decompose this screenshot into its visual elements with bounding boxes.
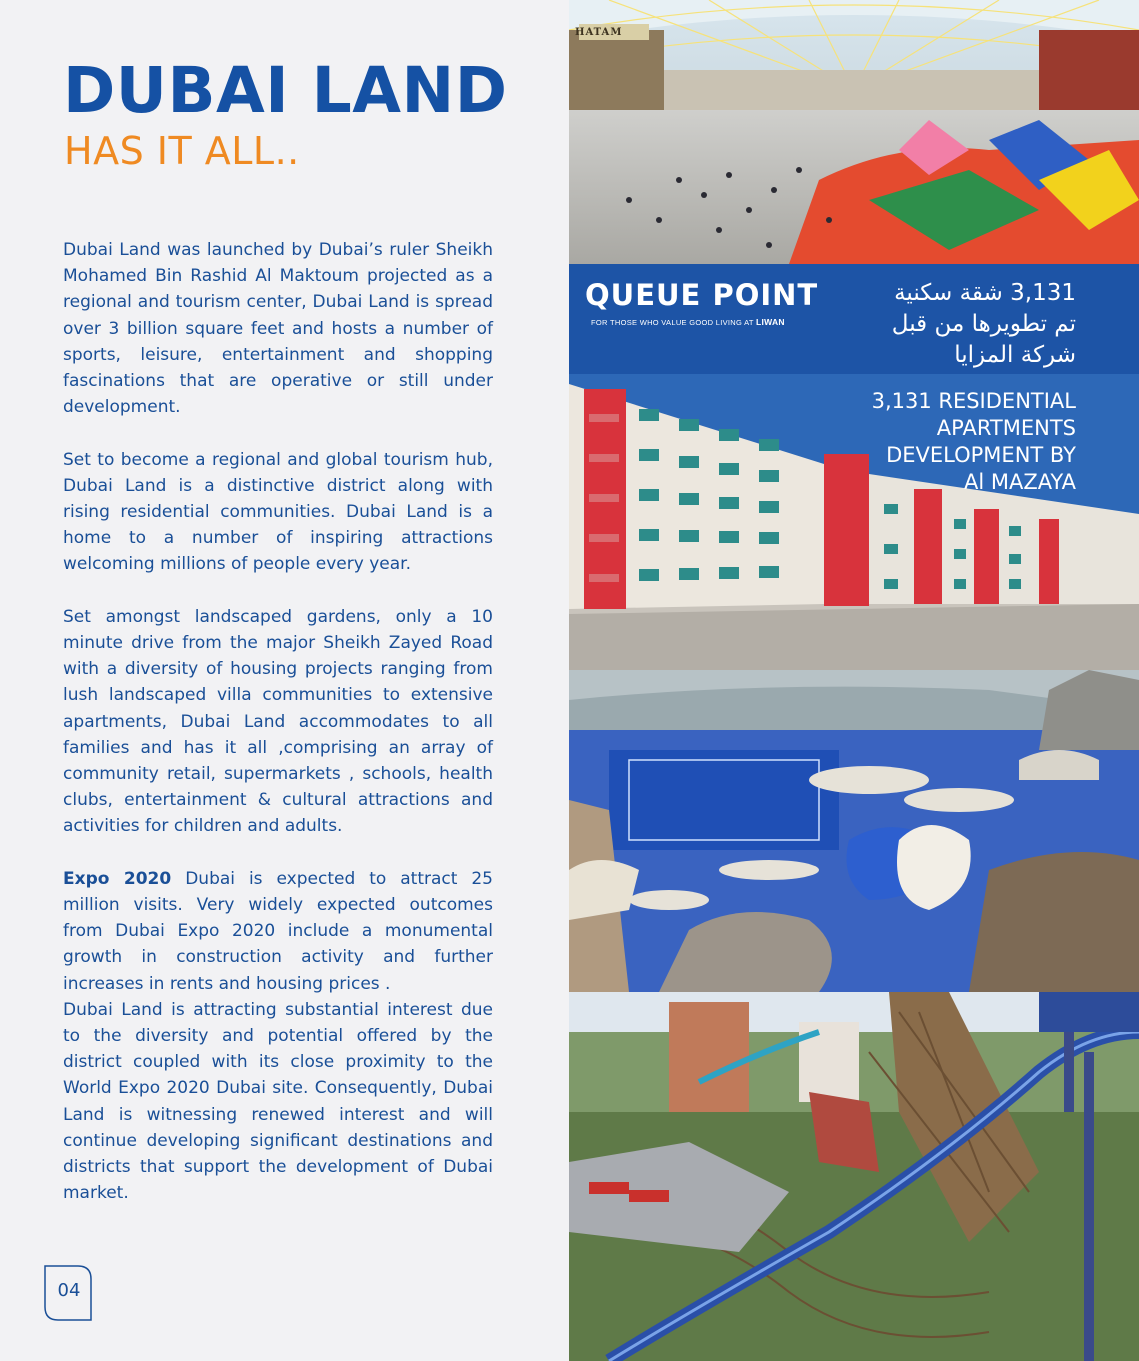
page-title: DUBAI LAND [63, 54, 508, 127]
tagline-text: FOR THOSE WHO VALUE GOOD LIVING AT [591, 318, 756, 327]
paragraph-landscaped: Set amongst landscaped gardens, only a 10 minute drive from the major Sheikh Zayed Road with a diversity of housing projects ranging from lush landscaped villa communities to extensive apartments, Dubai Land accommodates to all families and has it all ,comprising an array of community retail, supermarkets , schools, health clubs, entertainment & cultural attractions and activities for children and adults. [63, 606, 493, 837]
queue-point-tagline [591, 317, 785, 327]
arabic-caption: 3,131 شقة سكنية تم تطويرها من قبل شركة المزايا [891, 280, 1076, 368]
mall-sign-text: HATAM [575, 27, 623, 38]
water-park-photo [569, 670, 1139, 992]
english-caption: 3,131 RESIDENTIAL APARTMENTS DEVELOPMENT BY Al MAZAYA [871, 389, 1076, 494]
page-number: 04 [57, 1280, 81, 1301]
queue-point-logo: QUEUE POINT [585, 278, 819, 312]
paragraph-expo [63, 866, 493, 997]
text-panel [0, 0, 569, 1361]
roller-coaster-photo [569, 992, 1139, 1361]
paragraph-tourism-hub: Set to become a regional and global tourism hub, Dubai Land is a distinctive district along with rising residential communities. Dubai Land is a home to a number of inspiring attractions welcoming millions of people every year. [63, 449, 493, 575]
paragraph-interest: Dubai Land is attracting substantial interest due to the diversity and potential offered by the district coupled with its close proximity to the World Expo 2020 Dubai site. Consequently, Dubai Land is witnessing renewed interest and will continue developing significant destinations and districts that support the development of Dubai market. [63, 999, 493, 1204]
queue-point-banner [569, 264, 1139, 670]
mall-interior-photo [569, 0, 1139, 264]
page-subtitle: HAS IT ALL.. [64, 129, 300, 173]
expo-text: Dubai is expected to attract 25 million visits. Very widely expected outcomes from Dubai Expo 2020 include a monumental growth in construction activity and further increases in rents and housing prices . [63, 868, 493, 994]
paragraph-launch: Dubai Land was launched by Dubai’s ruler Sheikh Mohamed Bin Rashid Al Maktoum projected as a regional and tourism center, Dubai Land is spread over 3 billion square feet and hosts a number of sports, leisure, entertainment and shopping fascinations that are operative or still under development. [63, 240, 493, 418]
expo-bold: Expo 2020 [63, 868, 172, 889]
body-text [63, 237, 493, 1206]
tagline-brand: LIWAN [755, 317, 785, 327]
